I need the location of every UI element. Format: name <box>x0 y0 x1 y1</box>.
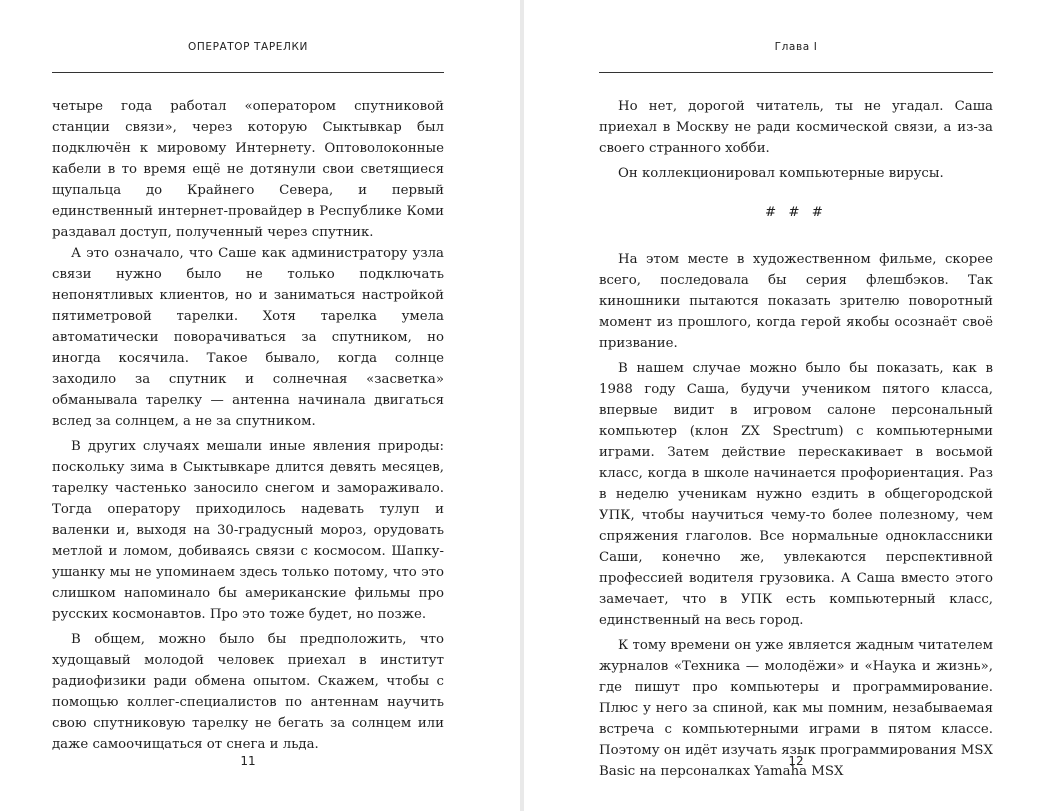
paragraph: В других случаях мешали иные явления природы: поскольку зима в Сыктывкаре длится девять месяцев, тарелку частенько заносило снегом и замораживало. Тогда оператору приходилось надевать тулуп и валенки и, выходя на 30-градусный мороз, орудовать метлой и ломом, добиваясь связи с космосом. Шапку-ушанку мы не упоминаем здесь только потому, что это слишком напоминало бы американские фильмы про русских космонавтов. Про это тоже будет, но позже. <box>52 439 444 622</box>
paragraph: четыре года работал «оператором спутниковой станции связи», через которую Сыктывкар был подключён к мировому Интернету. Оптоволоконные кабели в то время ещё не дотянули свои светящиеся щупальца до Крайнего Севера, и первый единственный интернет-провайдер в Республике Коми раздавал доступ, полученный через спутник. <box>52 99 444 240</box>
header-rule-right <box>599 72 993 73</box>
paragraph: В общем, можно было бы предположить, что худощавый молодой человек приехал в институт радиофизики ради обмена опытом. Скажем, чтобы с помощью коллег-специалистов по антеннам научить свою спутниковую тарелку не бегать за солнцем или даже самоочищаться от снега и льда. <box>52 632 444 752</box>
running-head-left: ОПЕРАТОР ТАРЕЛКИ <box>187 41 309 53</box>
paragraph: Но нет, дорогой читатель, ты не угадал. Саша приехал в Москву не ради космической связи, а из-за своего странного хобби. <box>599 99 993 156</box>
right-page <box>524 0 1044 811</box>
paragraph: А это означало, что Саше как администратору узла связи нужно было не только подключать непонятливых клиентов, но и заниматься настройкой пятиметровой тарелки. Хотя тарелка умела автоматически поворачиваться за спутником, но иногда косячила. Такое бывало, когда солнце заходило за спутник и солнечная «засветка» обманывала тарелку — антенна начинала двигаться вслед за солнцем, а не за спутником. <box>52 246 444 429</box>
paragraph: На этом месте в художественном фильме, скорее всего, последовала бы серия флешбэков. Так киношники пытаются показать зрителю поворотный момент из прошлого, когда герой якобы осознаёт своё призвание. <box>599 252 993 351</box>
running-head-right: Глава I <box>774 41 818 53</box>
paragraph: Он коллекционировал компьютерные вирусы. <box>618 166 944 181</box>
paragraph: К тому времени он уже является жадным читателем журналов «Техника — молодёжи» и «Наука и жизнь», где пишут про компьютеры и программирование. Плюс у него за спиной, как мы помним, незабываемая встреча с компьютерными играми в пятом классе. Поэтому он идёт изучать язык программирования MSX Basic на персоналках Yamaha MSX <box>599 638 993 779</box>
left-page <box>0 0 520 811</box>
paragraph: В нашем случае можно было бы показать, как в 1988 году Саша, будучи учеником пятого класса, впервые видит в игровом салоне персональный компьютер (клон ZX Spectrum) с компьютерными играми. Затем действие перескакивает в восьмой класс, когда в школе начинается профориентация. Раз в неделю ученикам нужно ездить в общегородской УПК, чтобы научиться чему-то более полезному, чем спряжения глаголов. Все нормальные одноклассники Саши, конечно же, увлекаются перспективной профессией водителя грузовика. А Саша вместо этого замечает, что в УПК есть компьютерный класс, единственный на весь город. <box>599 361 993 628</box>
page-number-left: 11 <box>240 754 256 768</box>
section-separator: # # # <box>765 205 827 220</box>
header-rule-left <box>52 72 444 73</box>
right-page-body <box>599 96 993 786</box>
page-number-right: 12 <box>788 754 804 768</box>
left-page-body <box>52 96 444 759</box>
